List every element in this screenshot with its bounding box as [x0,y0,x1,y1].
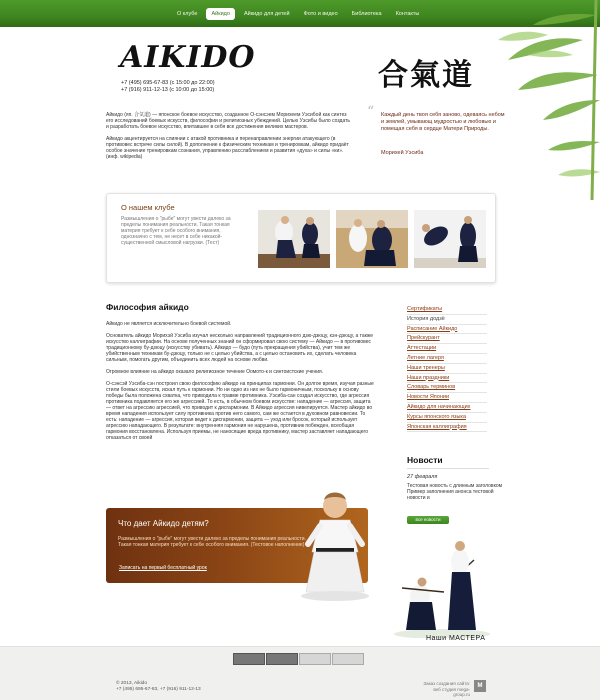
news-divider [407,468,489,469]
top-nav [0,0,600,27]
all-news-button[interactable]: все новости [407,516,449,524]
intro-text [106,112,354,165]
club-photo-2[interactable] [336,210,408,268]
sidebar-item-9[interactable]: Новости Японии [407,393,487,403]
philosophy-title: Философия айкидо [106,302,189,312]
header-quote: Каждый день твоя себя заново, одеваясь небом и землей, умывающ мудростью и любовью и помещая себя в сердце Матери Природы. [381,112,505,132]
kids-banner-title: Что дает Айкидо детям? [118,519,209,528]
quote-mark-icon: “ [367,104,375,120]
philosophy-paragraph-2: Основатель айкидо Морихэй Уэсиба изучал несколько направлений традиционного дзю-дзюцу, кэн-дзюцу, а также искусство каллиграфии. На основе полученных знаний он сформировал свою систему — Айкидо — в противовес традиционному бу-дзюцу (искусству убивать). Айкидо — будо (путь прекращения убийства), учит тем же убийственным техникам бу-дзюцу, только не с целью убийства, а с целью остановить их, сделать человека сильным, помогать другим, объединить всех людей на основе любви. [106,333,373,363]
counters [233,653,364,665]
sidebar-item-10[interactable]: Айкидо для начинающих [407,403,487,413]
intro-paragraph-2: Айкидо акцентируется на слиянии с атакой противника и перенаправлении энергии атакующего (в противовес встрече силы силой). В дополнение к физическим техникам и тренировкам, айкидо придаёт особое значение тренировкам сознания, управлению расслаблением и развития «духа» и силы «ки». (инф. wikipedia) [106,135,349,161]
news-title: Новости [407,455,443,465]
counter-badge-4[interactable] [332,653,364,665]
developer-logo-icon[interactable]: M [474,680,486,692]
quote-author: Морихей Уэсиба [381,150,424,156]
about-club-text: Размышления о "рыбе" могут увести далеко за пределы понимания реальности. Такая тонкая материя требует к себе особого внимания, однозначно с тем, не несет в себе никакой-существенной смысловой нагрузки. (Тест) [121,216,231,246]
nav-item-1[interactable]: Айкидо [206,8,235,20]
developer-credit-link[interactable]: веб студия mega-group.ru [433,686,470,697]
nav-item-5[interactable]: Контакты [395,11,420,17]
nav-item-2[interactable]: Айкидо для детей [243,11,290,17]
nav-item-3[interactable]: Фото и видео [303,11,338,17]
philosophy-paragraph-3: Огромное влияние на айкидо оказало религиозное течение Оомото-к и синтоистские учения. [106,369,324,375]
about-club-title[interactable]: О нашем клубе [121,203,175,212]
footer-copyright [116,681,201,693]
sidebar-item-6[interactable]: Наши тренеры [407,364,487,374]
kids-banner-text: Размышления о "рыбе" могут увести далеко за пределы понимания реальности. Такая тонкая материя требует к себе особого внимания. (Тестовое наполнение) [118,536,306,548]
intro-paragraph-1: Айкидо (яп. 合気道) — японское боевое искусство, созданное О-сэнсэем Морихеем Уэсибой как синтез его исследований боевых искусств, философии и религиозных убеждений. Целью Уэсибы было создать и разработать боевое искусство, впитавшее в себя все достижения великих мастеров. [106,112,351,131]
philosophy-paragraph-4: О-сэнсэй Уэсиба-сэн построил свою философию айкидо на принципах гармонии. Он долгое время, изучая разные стили боевых искусств, искал путь к гармонии. Но ни одно из них не было гармоничным, поскольку в основу победы была положена схватка, что приводила к травме противника. Уэсиба-сан создал искусство, где агрессия противника подавляется его же агрессией. То есть, в обычном боевом искусстве: нападение — агрессия, защита — ответ на агрессию агрессией, что приводит к дисгармонии. В Айкидо агрессия нивелируется. Мастер айкидо во время нападения использует силу противника против него самого, сам же остается в духовном равновесии. То есть: нападение — агрессия, которая ведет к дисгармонии, защита — уход или бросок, который использует агрессию нападающего. В результате: внутренняя гармония не нарушена, противник побежден, всеобщая гармония восстановлена. Используя приемы, не наносящие вреда противнику, мастер заставляет нападающего отказаться от своей [106,381,374,441]
sidebar-item-7[interactable]: Наши праздники [407,374,487,384]
counter-badge-2[interactable] [266,653,298,665]
sidebar-item-11[interactable]: Курсы японского языка [407,413,487,423]
sidebar-item-12[interactable]: Японская каллиграфия [407,423,487,433]
masters-label[interactable] [426,635,485,642]
sidebar-item-2[interactable]: Расписание Айкидо [407,325,487,335]
phone-1: +7 (495) 695-67-83 (с 15:00 до 22:00) [121,80,215,86]
sidebar-item-5[interactable]: Летние лагеря [407,354,487,364]
philosophy-text [106,321,374,447]
kid-photo [296,488,374,603]
masters-illustration[interactable] [392,530,492,638]
kanji-logo: 合氣道 [378,58,474,93]
counter-badge-3[interactable] [299,653,331,665]
masters-prefix: Наши [426,635,447,642]
footer-phones: +7 (495) 695-67-83, +7 (916) 911-12-13 [116,687,201,692]
about-club-box [106,193,496,283]
phone-2: +7 (916) 911-12-13 (с 10:00 до 15:00) [121,87,215,93]
site-logo[interactable]: AIKIDO [120,40,256,75]
sidebar-menu [407,305,487,432]
club-photo-3[interactable] [414,210,486,268]
developer-credit [418,681,470,698]
nav-item-4[interactable]: Библиотека [351,11,382,17]
club-photo-1[interactable] [258,210,330,268]
copyright-line: © 2013, Aikido [116,681,148,686]
sidebar-item-8[interactable]: Словарь терминов [407,383,487,393]
nav-menu [172,8,424,20]
kids-signup-link[interactable]: Записать на первый бесплатный урок [119,565,207,571]
news-date: 27 февраля [407,474,438,480]
news-item-text[interactable]: Тестовая новость с длинным заголовком Пример заполнения анонса тестовой новости и [407,483,503,501]
sidebar-item-4[interactable]: Аттестации [407,344,487,354]
nav-item-0[interactable]: О клубе [177,11,198,17]
sidebar-item-1[interactable]: История додзё [407,315,487,325]
masters-word: МАСТЕРА [448,635,486,642]
bamboo-leaves-decoration [488,0,600,200]
sidebar-item-0[interactable]: Сертификаты [407,305,487,315]
header-phones [121,80,215,94]
counter-badge-1[interactable] [233,653,265,665]
sidebar-item-3[interactable]: Прейскурант [407,334,487,344]
developer-credit-line-1: Заказ создания сайта: [423,681,470,686]
philosophy-paragraph-1: Айкидо не является исключительно боевой системой. [106,321,232,327]
